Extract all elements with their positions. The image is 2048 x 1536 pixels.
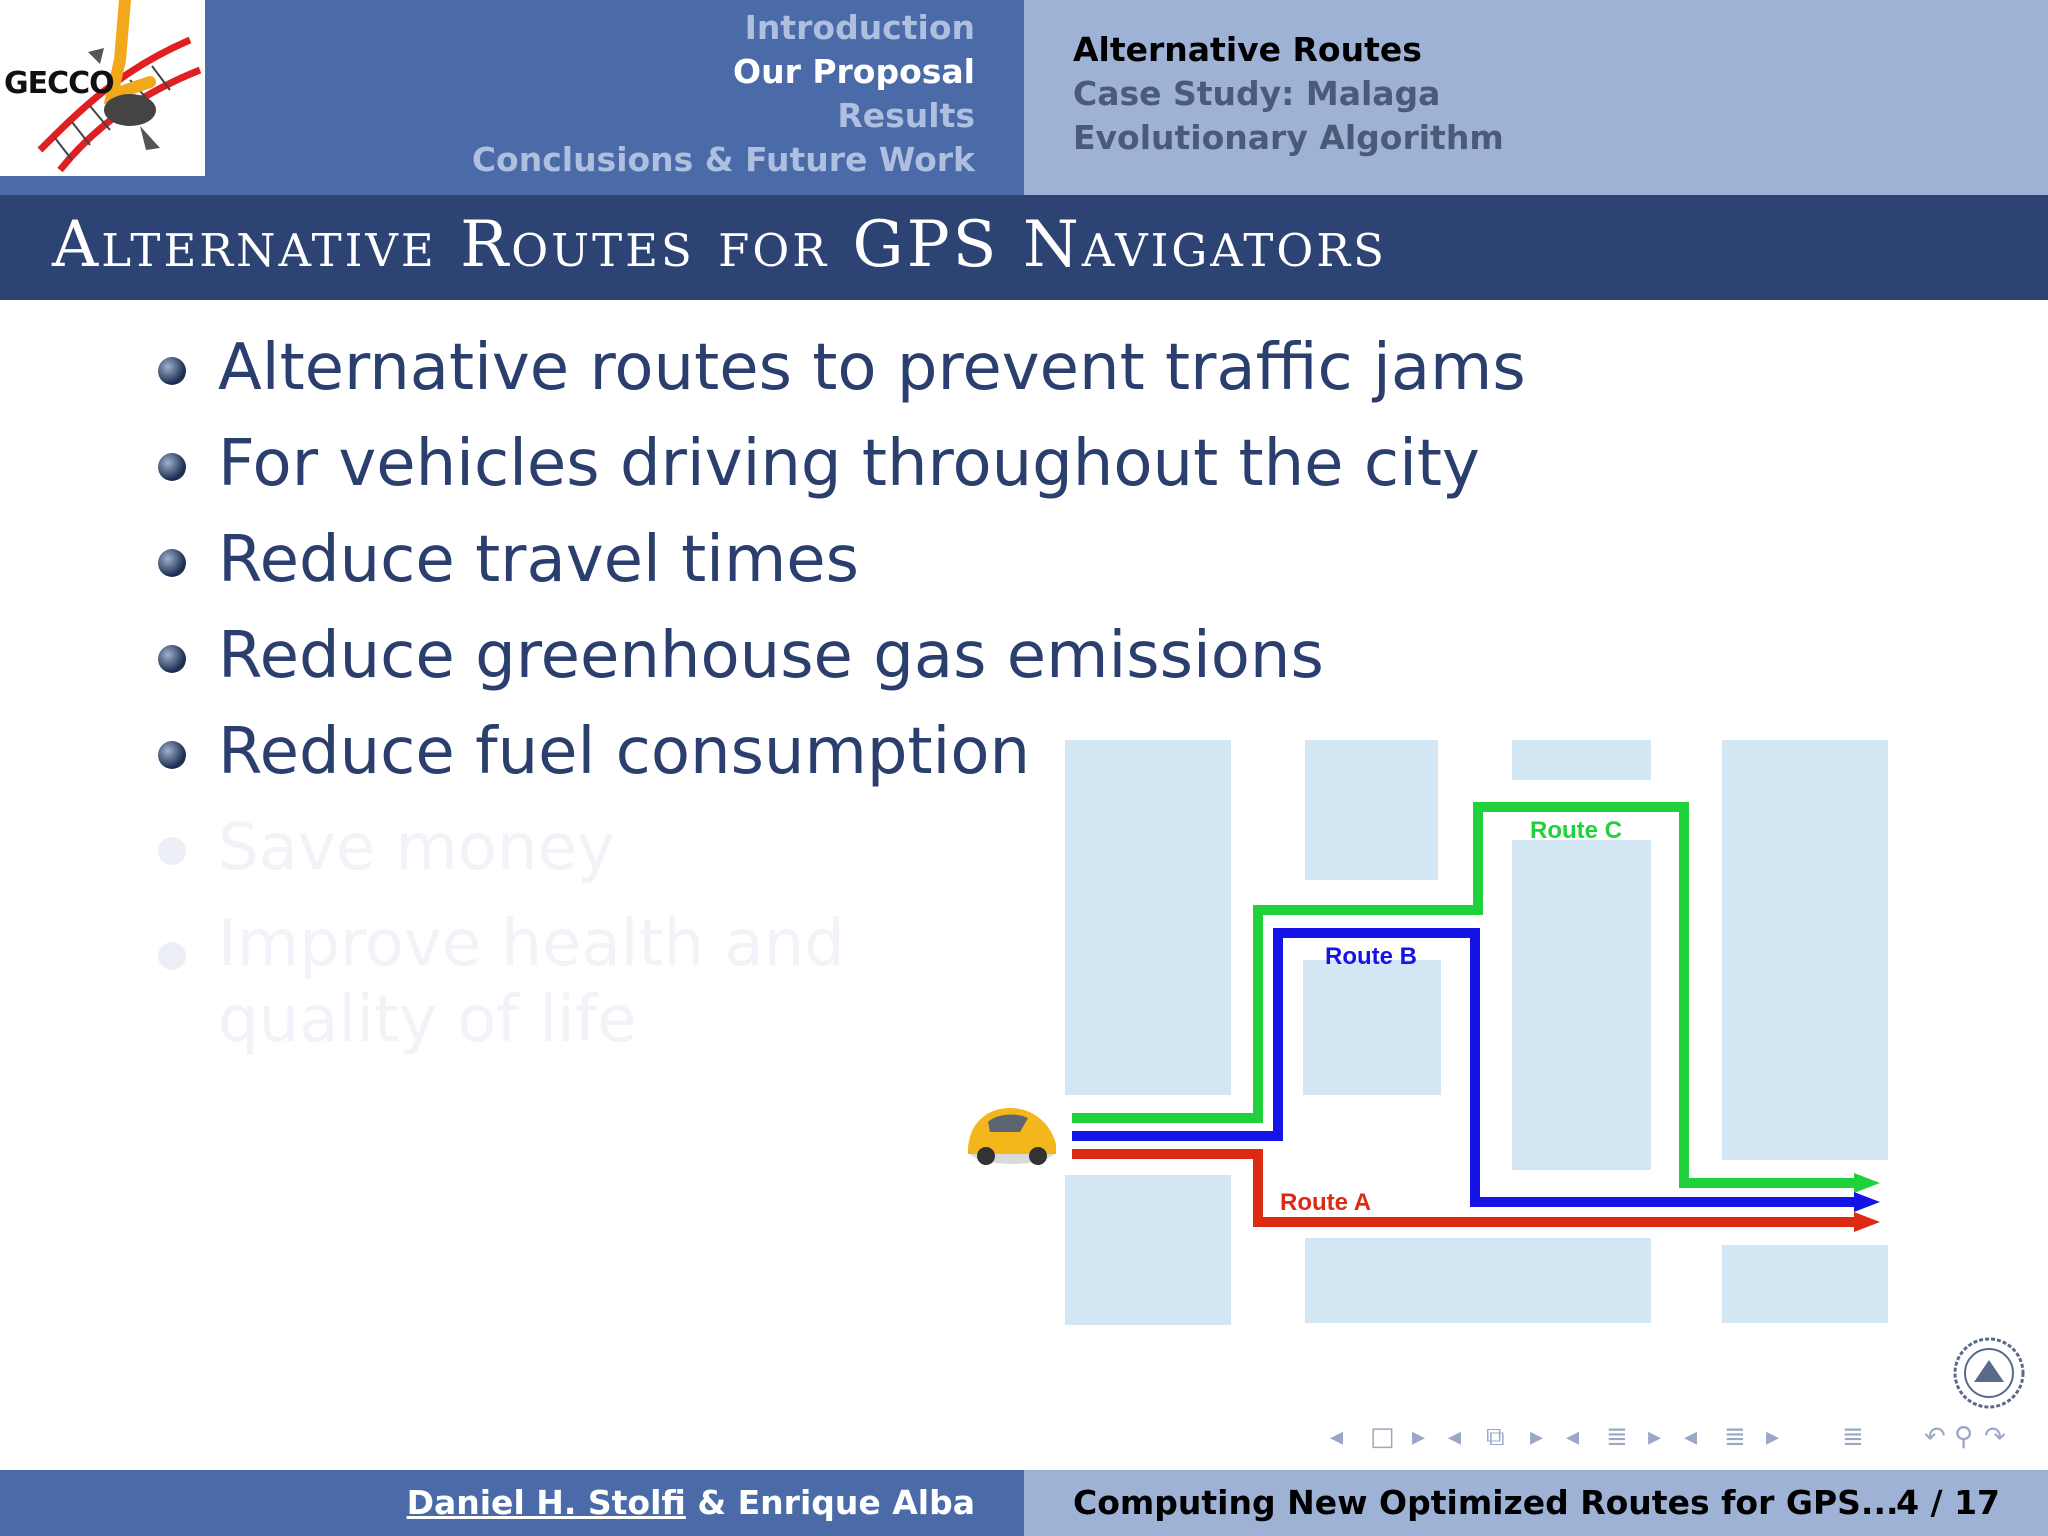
next-frame-icon[interactable]: ▸ — [1412, 1422, 1426, 1452]
bullet-icon — [158, 549, 186, 577]
prev-subsection-icon[interactable]: ◂ — [1448, 1422, 1462, 1452]
bullet-text: Reduce travel times — [218, 523, 859, 597]
gecco-logo — [0, 0, 205, 176]
document-icon[interactable]: ≣ — [1724, 1422, 1746, 1452]
bullet-icon — [158, 645, 186, 673]
arrow-head-icon — [1854, 1192, 1880, 1212]
logo-text: GECCO — [4, 66, 114, 101]
arrow-head-icon — [1854, 1173, 1880, 1193]
bullet-item — [150, 320, 1526, 416]
city-block — [1305, 1238, 1651, 1323]
section-nav — [472, 6, 975, 182]
prev-frame-icon[interactable]: ◂ — [1330, 1422, 1344, 1452]
university-seal-icon — [1952, 1336, 2026, 1410]
bullet-text: Reduce fuel consumption — [218, 715, 1031, 789]
route-b-label: Route B — [1325, 943, 1417, 970]
city-block — [1722, 740, 1888, 1160]
section-icon[interactable]: ≣ — [1606, 1422, 1628, 1452]
frame-icon[interactable]: □ — [1370, 1422, 1395, 1452]
bullet-icon — [158, 942, 186, 970]
next-subsection-icon[interactable]: ▸ — [1530, 1422, 1544, 1452]
city-block — [1065, 1175, 1231, 1325]
slide-title: Alternative Routes for GPS Navigators — [52, 208, 1387, 282]
author-name: Enrique Alba — [737, 1483, 975, 1522]
city-block — [1722, 1245, 1888, 1323]
arrow-head-icon — [1854, 1212, 1880, 1232]
bullet-text: For vehicles driving throughout the city — [218, 427, 1480, 501]
author-separator: & — [685, 1483, 738, 1522]
bullet-text-line-2: quality of life — [218, 983, 637, 1057]
forward-icon[interactable]: ↷ — [1984, 1422, 2006, 1452]
beamer-navigation — [1330, 1422, 2030, 1462]
city-block — [1512, 740, 1651, 780]
city-block — [1512, 840, 1651, 1170]
subsection-alternative-routes[interactable]: Alternative Routes — [1073, 30, 1422, 69]
author-link[interactable]: Daniel H. Stolfi — [406, 1483, 686, 1522]
toc-icon[interactable]: ≣ — [1842, 1422, 1864, 1452]
prev-section-icon[interactable]: ◂ — [1566, 1422, 1580, 1452]
city-block — [1305, 740, 1438, 880]
bullet-item — [150, 512, 1526, 608]
car-icon — [968, 1108, 1056, 1165]
city-block — [1065, 740, 1231, 1095]
back-icon[interactable]: ↶ — [1924, 1422, 1946, 1452]
next-section-icon[interactable]: ▸ — [1648, 1422, 1662, 1452]
routes-diagram — [960, 730, 1900, 1330]
route-a-label: Route A — [1280, 1189, 1372, 1216]
section-results[interactable]: Results — [837, 96, 975, 135]
section-conclusions[interactable]: Conclusions & Future Work — [471, 140, 975, 179]
footer-authors — [407, 1483, 975, 1522]
search-icon[interactable]: ⚲ — [1954, 1422, 1974, 1452]
prev-document-icon[interactable]: ◂ — [1684, 1422, 1698, 1452]
bullet-text: Reduce greenhouse gas emissions — [218, 619, 1324, 693]
bullet-icon — [158, 357, 186, 385]
bullet-text: Alternative routes to prevent traffic jams — [218, 331, 1526, 405]
section-our-proposal[interactable]: Our Proposal — [733, 52, 975, 91]
bullet-text-line-1: Improve health and — [218, 907, 845, 981]
route-c-label: Route C — [1530, 817, 1622, 844]
bullet-text: Save money — [218, 811, 615, 885]
section-introduction[interactable]: Introduction — [744, 8, 975, 47]
next-document-icon[interactable]: ▸ — [1766, 1422, 1780, 1452]
subsection-evolutionary-algorithm[interactable]: Evolutionary Algorithm — [1073, 118, 1504, 157]
page-number: 4 / 17 — [1896, 1483, 2000, 1522]
bullet-icon — [158, 741, 186, 769]
subsection-case-study[interactable]: Case Study: Malaga — [1073, 74, 1441, 113]
footer-short-title: Computing New Optimized Routes for GPS... — [1073, 1483, 1899, 1522]
bullet-item — [150, 416, 1526, 512]
subsection-icon[interactable]: ⧉ — [1486, 1422, 1505, 1452]
bullet-icon — [158, 837, 186, 865]
subsection-nav — [1073, 28, 1504, 160]
city-block — [1303, 960, 1441, 1095]
bullet-item — [150, 608, 1526, 704]
bullet-icon — [158, 453, 186, 481]
